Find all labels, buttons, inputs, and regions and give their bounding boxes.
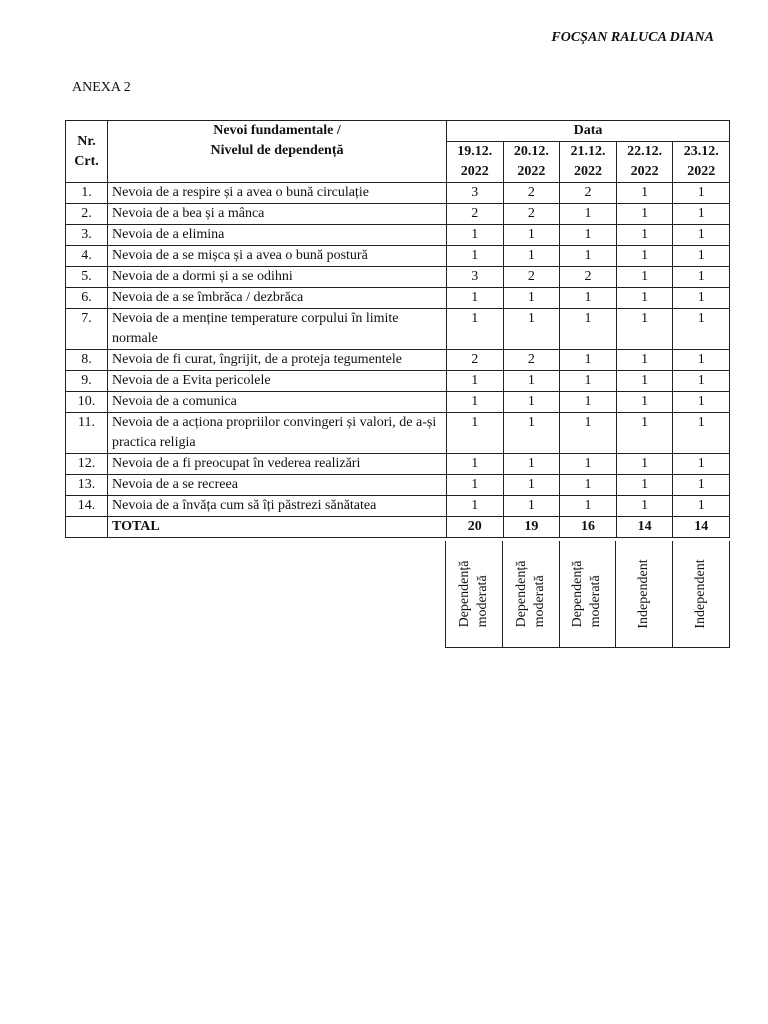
table-row xyxy=(66,267,730,288)
score-cell: 1 xyxy=(447,413,504,454)
table-row xyxy=(66,204,730,225)
score-cell: 2 xyxy=(503,350,560,371)
score-cell: 1 xyxy=(616,475,673,496)
author-name: FOCȘAN RALUCA DIANA xyxy=(551,30,714,45)
score-cell: 1 xyxy=(560,371,617,392)
total-spacer xyxy=(66,517,108,538)
score-cell: 1 xyxy=(673,371,730,392)
need-label: Nevoia de a învăța cum să îți păstrezi sănătatea xyxy=(108,496,447,517)
score-cell: 1 xyxy=(616,496,673,517)
table-row xyxy=(66,392,730,413)
total-cell: 19 xyxy=(503,517,560,538)
row-number: 7. xyxy=(66,309,108,350)
score-cell: 1 xyxy=(447,288,504,309)
score-cell: 1 xyxy=(616,371,673,392)
table-row xyxy=(66,413,730,454)
score-cell: 1 xyxy=(560,246,617,267)
score-cell: 1 xyxy=(616,267,673,288)
row-number: 1. xyxy=(66,183,108,204)
score-cell: 1 xyxy=(447,454,504,475)
evaluation-table xyxy=(445,541,730,648)
score-cell: 3 xyxy=(447,267,504,288)
col-date-header: Data xyxy=(447,121,730,142)
need-label: Nevoia de a acționa propriilor convingeri și valori, de a-și practica religia xyxy=(108,413,447,454)
evaluation-label: Independent xyxy=(636,559,652,629)
table-row xyxy=(66,454,730,475)
score-cell: 1 xyxy=(560,392,617,413)
evaluation-row xyxy=(446,541,730,648)
dependency-table xyxy=(65,120,730,538)
score-cell: 1 xyxy=(447,496,504,517)
score-cell: 1 xyxy=(673,475,730,496)
score-cell: 1 xyxy=(673,413,730,454)
score-cell: 1 xyxy=(560,225,617,246)
total-cell: 14 xyxy=(673,517,730,538)
date-cell: 21.12. 2022 xyxy=(560,142,617,183)
score-cell: 1 xyxy=(447,475,504,496)
table-row xyxy=(66,496,730,517)
score-cell: 1 xyxy=(503,413,560,454)
score-cell: 1 xyxy=(560,309,617,350)
total-cell: 20 xyxy=(447,517,504,538)
need-label: Nevoia de a respire și a avea o bună circulație xyxy=(108,183,447,204)
row-number: 14. xyxy=(66,496,108,517)
score-cell: 1 xyxy=(673,267,730,288)
score-cell: 1 xyxy=(447,371,504,392)
total-label: TOTAL xyxy=(108,517,447,538)
score-cell: 1 xyxy=(616,288,673,309)
need-label: Nevoia de a Evita pericolele xyxy=(108,371,447,392)
row-number: 2. xyxy=(66,204,108,225)
table-row xyxy=(66,183,730,204)
score-cell: 1 xyxy=(447,309,504,350)
evaluation-label: Dependență moderată xyxy=(456,560,490,628)
score-cell: 1 xyxy=(447,225,504,246)
score-cell: 1 xyxy=(503,288,560,309)
date-cell: 22.12. 2022 xyxy=(616,142,673,183)
table-row xyxy=(66,246,730,267)
score-cell: 1 xyxy=(616,204,673,225)
score-cell: 1 xyxy=(616,350,673,371)
score-cell: 1 xyxy=(503,309,560,350)
score-cell: 1 xyxy=(503,392,560,413)
score-cell: 1 xyxy=(616,309,673,350)
score-cell: 1 xyxy=(616,413,673,454)
score-cell: 2 xyxy=(560,183,617,204)
score-cell: 2 xyxy=(560,267,617,288)
score-cell: 1 xyxy=(560,496,617,517)
score-cell: 2 xyxy=(503,183,560,204)
score-cell: 1 xyxy=(560,413,617,454)
score-cell: 2 xyxy=(447,204,504,225)
row-number: 9. xyxy=(66,371,108,392)
score-cell: 1 xyxy=(673,204,730,225)
need-label: Nevoia de a dormi și a se odihni xyxy=(108,267,447,288)
score-cell: 1 xyxy=(616,246,673,267)
row-number: 5. xyxy=(66,267,108,288)
score-cell: 1 xyxy=(673,288,730,309)
evaluation-cell xyxy=(559,541,616,648)
row-number: 11. xyxy=(66,413,108,454)
need-label: Nevoia de fi curat, îngrijit, de a proteja tegumentele xyxy=(108,350,447,371)
score-cell: 1 xyxy=(616,225,673,246)
total-cell: 16 xyxy=(560,517,617,538)
score-cell: 1 xyxy=(673,454,730,475)
evaluation-cell xyxy=(616,541,673,648)
score-cell: 1 xyxy=(503,496,560,517)
row-number: 13. xyxy=(66,475,108,496)
evaluation-label: Independent xyxy=(693,559,709,629)
score-cell: 1 xyxy=(560,475,617,496)
score-cell: 1 xyxy=(673,392,730,413)
score-cell: 1 xyxy=(503,454,560,475)
table-row xyxy=(66,288,730,309)
score-cell: 2 xyxy=(503,204,560,225)
total-cell: 14 xyxy=(616,517,673,538)
row-number: 4. xyxy=(66,246,108,267)
score-cell: 1 xyxy=(503,371,560,392)
row-number: 3. xyxy=(66,225,108,246)
score-cell: 1 xyxy=(673,225,730,246)
score-cell: 2 xyxy=(503,267,560,288)
score-cell: 1 xyxy=(560,350,617,371)
row-number: 10. xyxy=(66,392,108,413)
need-label: Nevoia de a se îmbrăca / dezbrăca xyxy=(108,288,447,309)
evaluation-cell xyxy=(446,541,503,648)
row-number: 8. xyxy=(66,350,108,371)
need-label: Nevoia de a bea și a mânca xyxy=(108,204,447,225)
evaluation-cell xyxy=(502,541,559,648)
score-cell: 1 xyxy=(673,496,730,517)
score-cell: 1 xyxy=(447,246,504,267)
score-cell: 1 xyxy=(447,392,504,413)
score-cell: 3 xyxy=(447,183,504,204)
date-cell: 19.12. 2022 xyxy=(447,142,504,183)
score-cell: 2 xyxy=(447,350,504,371)
col-nr-header: Nr. Crt. xyxy=(66,121,108,183)
score-cell: 1 xyxy=(616,454,673,475)
need-label: Nevoia de a fi preocupat în vederea realizări xyxy=(108,454,447,475)
score-cell: 1 xyxy=(560,288,617,309)
score-cell: 1 xyxy=(503,225,560,246)
table-row xyxy=(66,225,730,246)
table-row xyxy=(66,350,730,371)
need-label: Nevoia de a se mișca și a avea o bună postură xyxy=(108,246,447,267)
date-cell: 23.12. 2022 xyxy=(673,142,730,183)
score-cell: 1 xyxy=(673,309,730,350)
col-needs-header: Nevoi fundamentale / Nivelul de dependență xyxy=(108,121,447,183)
table-row xyxy=(66,475,730,496)
score-cell: 1 xyxy=(616,392,673,413)
table-row xyxy=(66,309,730,350)
row-number: 12. xyxy=(66,454,108,475)
need-label: Nevoia de a elimina xyxy=(108,225,447,246)
need-label: Nevoia de a comunica xyxy=(108,392,447,413)
score-cell: 1 xyxy=(503,475,560,496)
date-cell: 20.12. 2022 xyxy=(503,142,560,183)
evaluation-cell xyxy=(673,541,730,648)
need-label: Nevoia de a menține temperature corpului în limite normale xyxy=(108,309,447,350)
score-cell: 1 xyxy=(616,183,673,204)
score-cell: 1 xyxy=(560,454,617,475)
row-number: 6. xyxy=(66,288,108,309)
score-cell: 1 xyxy=(673,246,730,267)
score-cell: 1 xyxy=(673,183,730,204)
score-cell: 1 xyxy=(503,246,560,267)
evaluation-label: Dependență moderată xyxy=(513,560,547,628)
score-cell: 1 xyxy=(673,350,730,371)
score-cell: 1 xyxy=(560,204,617,225)
total-row xyxy=(66,517,730,538)
table-row xyxy=(66,371,730,392)
evaluation-label: Dependență moderată xyxy=(570,560,604,628)
annex-label: ANEXA 2 xyxy=(72,80,131,95)
header-row xyxy=(66,121,730,142)
need-label: Nevoia de a se recreea xyxy=(108,475,447,496)
